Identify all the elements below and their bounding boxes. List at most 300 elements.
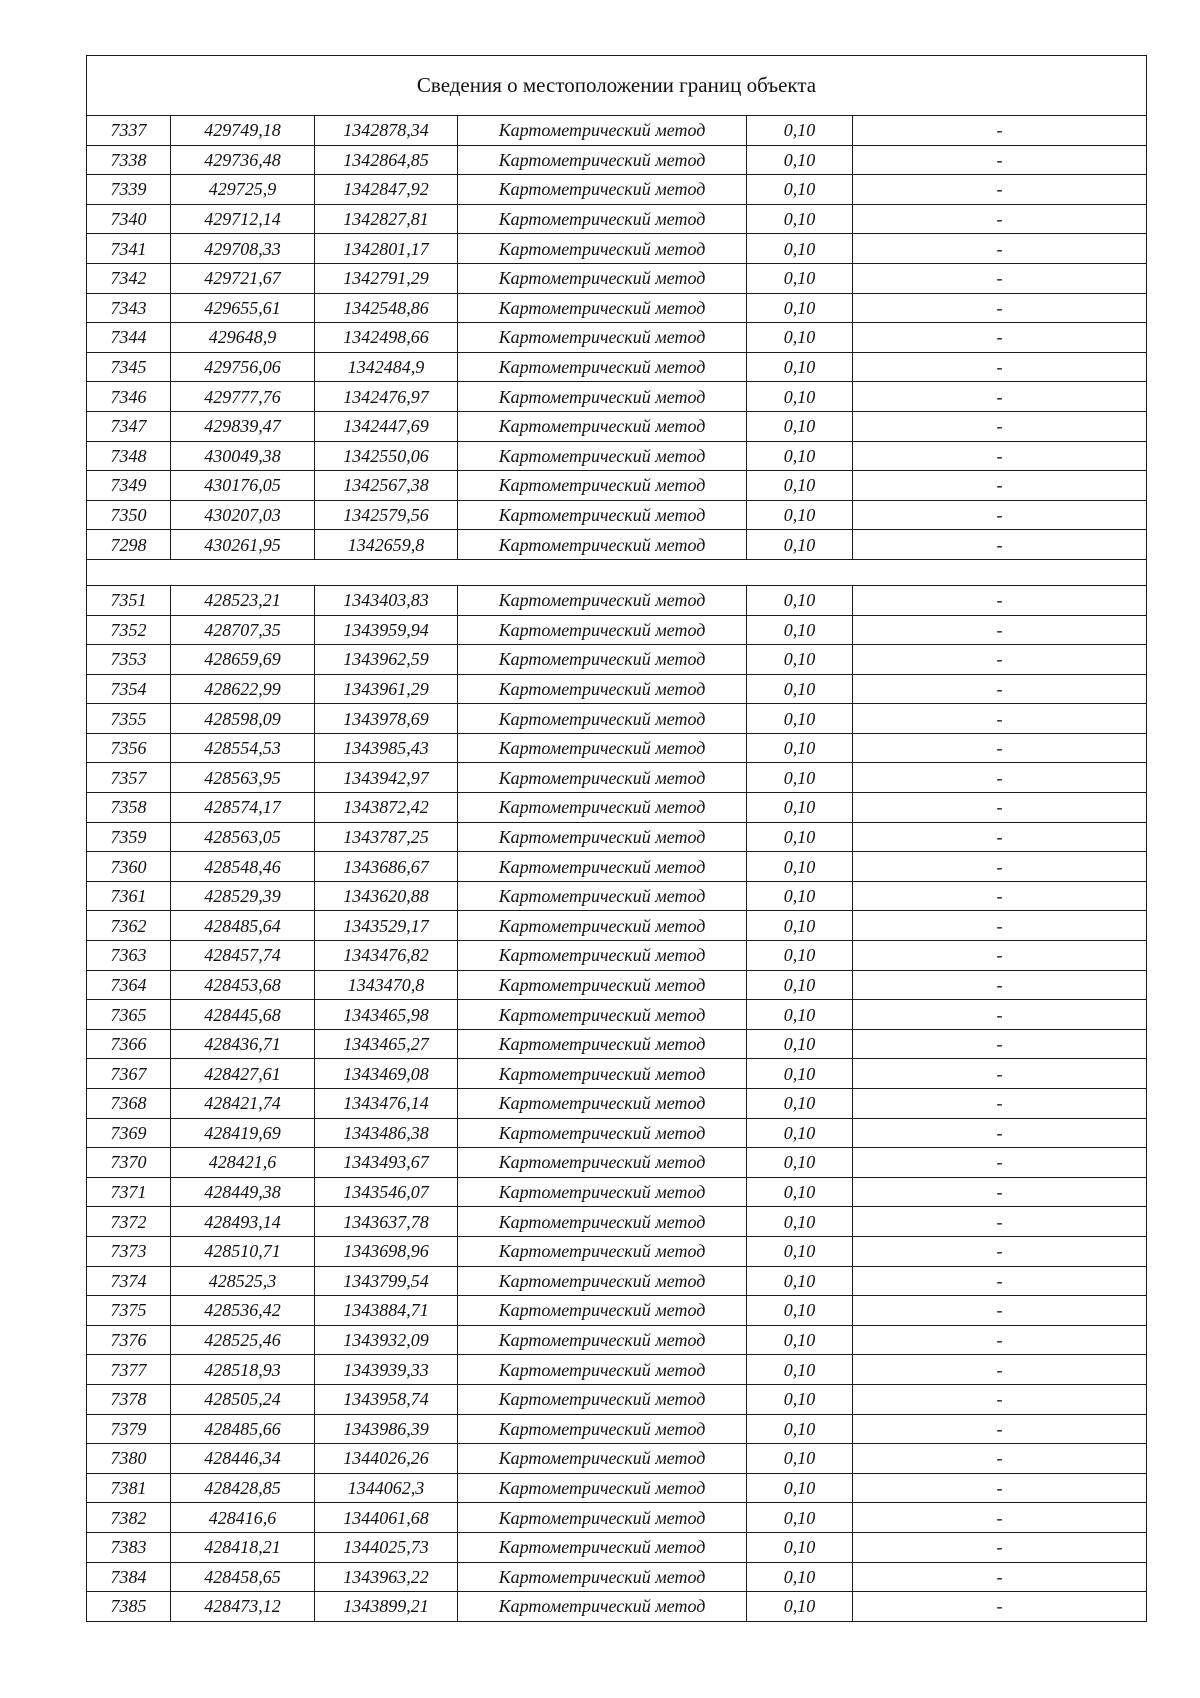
method-cell: Картометрический метод (458, 1089, 747, 1119)
table-row (87, 1473, 1147, 1503)
method-cell: Картометрический метод (458, 323, 747, 353)
coord-x-cell: 428518,93 (171, 1355, 315, 1385)
accuracy-cell: 0,10 (747, 234, 853, 264)
table-row (87, 441, 1147, 471)
accuracy-cell: 0,10 (747, 382, 853, 412)
coord-x-cell: 428707,35 (171, 615, 315, 645)
method-cell: Картометрический метод (458, 145, 747, 175)
method-cell: Картометрический метод (458, 1000, 747, 1030)
point-number-cell: 7372 (87, 1207, 171, 1237)
coord-x-cell: 428554,53 (171, 733, 315, 763)
description-cell: - (853, 1532, 1147, 1562)
table-row (87, 116, 1147, 146)
description-cell: - (853, 1355, 1147, 1385)
description-cell: - (853, 1384, 1147, 1414)
coord-x-cell: 428598,09 (171, 704, 315, 734)
description-cell: - (853, 471, 1147, 501)
point-number-cell: 7342 (87, 263, 171, 293)
description-cell: - (853, 175, 1147, 205)
accuracy-cell: 0,10 (747, 1384, 853, 1414)
accuracy-cell: 0,10 (747, 411, 853, 441)
coord-y-cell: 1342579,56 (315, 500, 458, 530)
point-number-cell: 7364 (87, 970, 171, 1000)
accuracy-cell: 0,10 (747, 763, 853, 793)
coord-x-cell: 428445,68 (171, 1000, 315, 1030)
description-cell: - (853, 1444, 1147, 1474)
method-cell: Картометрический метод (458, 1029, 747, 1059)
point-number-cell: 7355 (87, 704, 171, 734)
boundary-coordinates-table (86, 55, 1147, 1622)
table-row (87, 852, 1147, 882)
method-cell: Картометрический метод (458, 674, 747, 704)
point-number-cell: 7340 (87, 204, 171, 234)
method-cell: Картометрический метод (458, 500, 747, 530)
coord-x-cell: 428473,12 (171, 1592, 315, 1622)
accuracy-cell: 0,10 (747, 1266, 853, 1296)
accuracy-cell: 0,10 (747, 1059, 853, 1089)
accuracy-cell: 0,10 (747, 911, 853, 941)
description-cell: - (853, 1325, 1147, 1355)
coord-y-cell: 1343529,17 (315, 911, 458, 941)
coord-y-cell: 1342801,17 (315, 234, 458, 264)
point-number-cell: 7344 (87, 323, 171, 353)
coord-x-cell: 428458,65 (171, 1562, 315, 1592)
description-cell: - (853, 645, 1147, 675)
coord-x-cell: 428485,64 (171, 911, 315, 941)
accuracy-cell: 0,10 (747, 441, 853, 471)
coord-y-cell: 1343939,33 (315, 1355, 458, 1385)
coord-y-cell: 1343470,8 (315, 970, 458, 1000)
method-cell: Картометрический метод (458, 441, 747, 471)
table-row (87, 970, 1147, 1000)
accuracy-cell: 0,10 (747, 263, 853, 293)
coord-y-cell: 1343959,94 (315, 615, 458, 645)
point-number-cell: 7346 (87, 382, 171, 412)
method-cell: Картометрический метод (458, 116, 747, 146)
table-row (87, 175, 1147, 205)
method-cell: Картометрический метод (458, 970, 747, 1000)
coord-x-cell: 428525,46 (171, 1325, 315, 1355)
table-row (87, 1000, 1147, 1030)
accuracy-cell: 0,10 (747, 1296, 853, 1326)
accuracy-cell: 0,10 (747, 585, 853, 615)
point-number-cell: 7338 (87, 145, 171, 175)
coord-x-cell: 428457,74 (171, 941, 315, 971)
coord-x-cell: 428622,99 (171, 674, 315, 704)
accuracy-cell: 0,10 (747, 645, 853, 675)
method-cell: Картометрический метод (458, 1532, 747, 1562)
method-cell: Картометрический метод (458, 1177, 747, 1207)
method-cell: Картометрический метод (458, 615, 747, 645)
method-cell: Картометрический метод (458, 1059, 747, 1089)
accuracy-cell: 0,10 (747, 293, 853, 323)
coord-y-cell: 1343986,39 (315, 1414, 458, 1444)
table-row (87, 881, 1147, 911)
method-cell: Картометрический метод (458, 352, 747, 382)
coord-y-cell: 1342498,66 (315, 323, 458, 353)
table-row (87, 1355, 1147, 1385)
table-row (87, 704, 1147, 734)
description-cell: - (853, 585, 1147, 615)
method-cell: Картометрический метод (458, 1325, 747, 1355)
table-row (87, 645, 1147, 675)
point-number-cell: 7382 (87, 1503, 171, 1533)
accuracy-cell: 0,10 (747, 500, 853, 530)
accuracy-cell: 0,10 (747, 1414, 853, 1444)
point-number-cell: 7380 (87, 1444, 171, 1474)
table-row (87, 1444, 1147, 1474)
table-row (87, 1089, 1147, 1119)
method-cell: Картометрический метод (458, 1473, 747, 1503)
table-row (87, 471, 1147, 501)
coord-y-cell: 1342550,06 (315, 441, 458, 471)
method-cell: Картометрический метод (458, 234, 747, 264)
description-cell: - (853, 763, 1147, 793)
description-cell: - (853, 1562, 1147, 1592)
method-cell: Картометрический метод (458, 1266, 747, 1296)
point-number-cell: 7347 (87, 411, 171, 441)
accuracy-cell: 0,10 (747, 1029, 853, 1059)
method-cell: Картометрический метод (458, 411, 747, 441)
coord-y-cell: 1343620,88 (315, 881, 458, 911)
description-cell: - (853, 674, 1147, 704)
point-number-cell: 7379 (87, 1414, 171, 1444)
point-number-cell: 7371 (87, 1177, 171, 1207)
method-cell: Картометрический метод (458, 530, 747, 560)
coord-y-cell: 1342878,34 (315, 116, 458, 146)
description-cell: - (853, 1148, 1147, 1178)
coord-y-cell: 1343469,08 (315, 1059, 458, 1089)
point-number-cell: 7354 (87, 674, 171, 704)
coord-y-cell: 1343403,83 (315, 585, 458, 615)
coord-y-cell: 1344062,3 (315, 1473, 458, 1503)
coord-x-cell: 428563,05 (171, 822, 315, 852)
point-number-cell: 7341 (87, 234, 171, 264)
accuracy-cell: 0,10 (747, 116, 853, 146)
coord-y-cell: 1342484,9 (315, 352, 458, 382)
coord-y-cell: 1342567,38 (315, 471, 458, 501)
point-number-cell: 7362 (87, 911, 171, 941)
coord-y-cell: 1343872,42 (315, 793, 458, 823)
method-cell: Картометрический метод (458, 471, 747, 501)
description-cell: - (853, 352, 1147, 382)
coord-x-cell: 428418,21 (171, 1532, 315, 1562)
table-row (87, 1207, 1147, 1237)
point-number-cell: 7374 (87, 1266, 171, 1296)
accuracy-cell: 0,10 (747, 204, 853, 234)
table-row (87, 204, 1147, 234)
table-row (87, 382, 1147, 412)
description-cell: - (853, 941, 1147, 971)
method-cell: Картометрический метод (458, 911, 747, 941)
accuracy-cell: 0,10 (747, 1177, 853, 1207)
accuracy-cell: 0,10 (747, 1000, 853, 1030)
coord-y-cell: 1343465,98 (315, 1000, 458, 1030)
table-row (87, 1236, 1147, 1266)
table-title: Сведения о местоположении границ объекта (87, 56, 1147, 116)
point-number-cell: 7357 (87, 763, 171, 793)
table-row (87, 1532, 1147, 1562)
accuracy-cell: 0,10 (747, 471, 853, 501)
coord-y-cell: 1343465,27 (315, 1029, 458, 1059)
coord-x-cell: 430261,95 (171, 530, 315, 560)
point-number-cell: 7337 (87, 116, 171, 146)
method-cell: Картометрический метод (458, 645, 747, 675)
point-number-cell: 7366 (87, 1029, 171, 1059)
accuracy-cell: 0,10 (747, 674, 853, 704)
coord-y-cell: 1343493,67 (315, 1148, 458, 1178)
coord-y-cell: 1343476,14 (315, 1089, 458, 1119)
method-cell: Картометрический метод (458, 1296, 747, 1326)
coord-x-cell: 428428,85 (171, 1473, 315, 1503)
accuracy-cell: 0,10 (747, 1355, 853, 1385)
coord-x-cell: 429749,18 (171, 116, 315, 146)
table-row (87, 411, 1147, 441)
coord-x-cell: 428446,34 (171, 1444, 315, 1474)
coord-x-cell: 428416,6 (171, 1503, 315, 1533)
table-row (87, 1118, 1147, 1148)
coord-x-cell: 429648,9 (171, 323, 315, 353)
method-cell: Картометрический метод (458, 1118, 747, 1148)
coord-x-cell: 429725,9 (171, 175, 315, 205)
point-number-cell: 7375 (87, 1296, 171, 1326)
coord-x-cell: 430207,03 (171, 500, 315, 530)
table-row (87, 911, 1147, 941)
group-separator-row (87, 559, 1147, 585)
point-number-cell: 7360 (87, 852, 171, 882)
coord-x-cell: 429721,67 (171, 263, 315, 293)
coord-y-cell: 1343958,74 (315, 1384, 458, 1414)
point-number-cell: 7378 (87, 1384, 171, 1414)
point-number-cell: 7356 (87, 733, 171, 763)
point-number-cell: 7370 (87, 1148, 171, 1178)
point-number-cell: 7367 (87, 1059, 171, 1089)
method-cell: Картометрический метод (458, 585, 747, 615)
coord-x-cell: 428436,71 (171, 1029, 315, 1059)
accuracy-cell: 0,10 (747, 1532, 853, 1562)
description-cell: - (853, 1207, 1147, 1237)
description-cell: - (853, 733, 1147, 763)
description-cell: - (853, 1414, 1147, 1444)
description-cell: - (853, 382, 1147, 412)
accuracy-cell: 0,10 (747, 1473, 853, 1503)
accuracy-cell: 0,10 (747, 852, 853, 882)
coord-y-cell: 1343899,21 (315, 1592, 458, 1622)
coord-x-cell: 428505,24 (171, 1384, 315, 1414)
description-cell: - (853, 881, 1147, 911)
accuracy-cell: 0,10 (747, 970, 853, 1000)
method-cell: Картометрический метод (458, 822, 747, 852)
accuracy-cell: 0,10 (747, 733, 853, 763)
point-number-cell: 7351 (87, 585, 171, 615)
accuracy-cell: 0,10 (747, 1444, 853, 1474)
coord-x-cell: 428529,39 (171, 881, 315, 911)
coord-y-cell: 1344061,68 (315, 1503, 458, 1533)
description-cell: - (853, 704, 1147, 734)
table-row (87, 733, 1147, 763)
coord-y-cell: 1343961,29 (315, 674, 458, 704)
description-cell: - (853, 822, 1147, 852)
method-cell: Картометрический метод (458, 175, 747, 205)
table-row (87, 323, 1147, 353)
description-cell: - (853, 1177, 1147, 1207)
coord-y-cell: 1343546,07 (315, 1177, 458, 1207)
description-cell: - (853, 1296, 1147, 1326)
point-number-cell: 7377 (87, 1355, 171, 1385)
coord-x-cell: 428493,14 (171, 1207, 315, 1237)
accuracy-cell: 0,10 (747, 323, 853, 353)
description-cell: - (853, 970, 1147, 1000)
coord-y-cell: 1343963,22 (315, 1562, 458, 1592)
coord-x-cell: 428548,46 (171, 852, 315, 882)
coord-y-cell: 1343698,96 (315, 1236, 458, 1266)
coord-x-cell: 428419,69 (171, 1118, 315, 1148)
point-number-cell: 7353 (87, 645, 171, 675)
point-number-cell: 7358 (87, 793, 171, 823)
method-cell: Картометрический метод (458, 763, 747, 793)
description-cell: - (853, 1592, 1147, 1622)
method-cell: Картометрический метод (458, 1562, 747, 1592)
description-cell: - (853, 145, 1147, 175)
point-number-cell: 7343 (87, 293, 171, 323)
coord-x-cell: 428449,38 (171, 1177, 315, 1207)
point-number-cell: 7361 (87, 881, 171, 911)
table-title-row (87, 56, 1147, 116)
method-cell: Картометрический метод (458, 733, 747, 763)
method-cell: Картометрический метод (458, 1444, 747, 1474)
coord-x-cell: 429655,61 (171, 293, 315, 323)
table-row (87, 1296, 1147, 1326)
accuracy-cell: 0,10 (747, 1148, 853, 1178)
description-cell: - (853, 1473, 1147, 1503)
description-cell: - (853, 293, 1147, 323)
coord-x-cell: 429756,06 (171, 352, 315, 382)
table-row (87, 1029, 1147, 1059)
table-row (87, 615, 1147, 645)
table-row (87, 530, 1147, 560)
method-cell: Картометрический метод (458, 263, 747, 293)
coord-y-cell: 1342827,81 (315, 204, 458, 234)
point-number-cell: 7376 (87, 1325, 171, 1355)
coord-y-cell: 1343942,97 (315, 763, 458, 793)
table-row (87, 585, 1147, 615)
table-row (87, 1325, 1147, 1355)
description-cell: - (853, 234, 1147, 264)
accuracy-cell: 0,10 (747, 1592, 853, 1622)
table-row (87, 263, 1147, 293)
description-cell: - (853, 911, 1147, 941)
description-cell: - (853, 793, 1147, 823)
description-cell: - (853, 1000, 1147, 1030)
coord-x-cell: 428427,61 (171, 1059, 315, 1089)
description-cell: - (853, 116, 1147, 146)
description-cell: - (853, 1236, 1147, 1266)
table-row (87, 352, 1147, 382)
method-cell: Картометрический метод (458, 704, 747, 734)
accuracy-cell: 0,10 (747, 881, 853, 911)
accuracy-cell: 0,10 (747, 1207, 853, 1237)
method-cell: Картометрический метод (458, 852, 747, 882)
method-cell: Картометрический метод (458, 382, 747, 412)
point-number-cell: 7298 (87, 530, 171, 560)
accuracy-cell: 0,10 (747, 145, 853, 175)
coord-x-cell: 428536,42 (171, 1296, 315, 1326)
point-number-cell: 7384 (87, 1562, 171, 1592)
coord-y-cell: 1343932,09 (315, 1325, 458, 1355)
table-row (87, 293, 1147, 323)
table-row (87, 1266, 1147, 1296)
accuracy-cell: 0,10 (747, 175, 853, 205)
coord-y-cell: 1342847,92 (315, 175, 458, 205)
coord-y-cell: 1343978,69 (315, 704, 458, 734)
table-row (87, 1592, 1147, 1622)
description-cell: - (853, 1503, 1147, 1533)
description-cell: - (853, 323, 1147, 353)
point-number-cell: 7348 (87, 441, 171, 471)
point-number-cell: 7352 (87, 615, 171, 645)
table-row (87, 234, 1147, 264)
accuracy-cell: 0,10 (747, 1118, 853, 1148)
accuracy-cell: 0,10 (747, 615, 853, 645)
coord-y-cell: 1343962,59 (315, 645, 458, 675)
method-cell: Картометрический метод (458, 1355, 747, 1385)
accuracy-cell: 0,10 (747, 941, 853, 971)
table-row (87, 145, 1147, 175)
coord-x-cell: 429839,47 (171, 411, 315, 441)
method-cell: Картометрический метод (458, 941, 747, 971)
coord-y-cell: 1342447,69 (315, 411, 458, 441)
accuracy-cell: 0,10 (747, 1503, 853, 1533)
table-row (87, 500, 1147, 530)
coord-y-cell: 1344026,26 (315, 1444, 458, 1474)
table-row (87, 1148, 1147, 1178)
accuracy-cell: 0,10 (747, 1089, 853, 1119)
point-number-cell: 7350 (87, 500, 171, 530)
coord-y-cell: 1343787,25 (315, 822, 458, 852)
method-cell: Картометрический метод (458, 1148, 747, 1178)
coord-y-cell: 1342548,86 (315, 293, 458, 323)
accuracy-cell: 0,10 (747, 822, 853, 852)
method-cell: Картометрический метод (458, 793, 747, 823)
coord-x-cell: 430176,05 (171, 471, 315, 501)
coord-y-cell: 1343476,82 (315, 941, 458, 971)
coord-x-cell: 429736,48 (171, 145, 315, 175)
coord-x-cell: 429777,76 (171, 382, 315, 412)
method-cell: Картометрический метод (458, 1207, 747, 1237)
table-row (87, 793, 1147, 823)
point-number-cell: 7369 (87, 1118, 171, 1148)
coord-y-cell: 1342864,85 (315, 145, 458, 175)
method-cell: Картометрический метод (458, 1503, 747, 1533)
coord-y-cell: 1343686,67 (315, 852, 458, 882)
coord-y-cell: 1343637,78 (315, 1207, 458, 1237)
coord-x-cell: 429712,14 (171, 204, 315, 234)
coord-x-cell: 428485,66 (171, 1414, 315, 1444)
coord-x-cell: 428510,71 (171, 1236, 315, 1266)
description-cell: - (853, 852, 1147, 882)
table-row (87, 1503, 1147, 1533)
accuracy-cell: 0,10 (747, 530, 853, 560)
table-row (87, 1177, 1147, 1207)
coord-x-cell: 430049,38 (171, 441, 315, 471)
point-number-cell: 7365 (87, 1000, 171, 1030)
description-cell: - (853, 263, 1147, 293)
method-cell: Картометрический метод (458, 204, 747, 234)
table-row (87, 763, 1147, 793)
point-number-cell: 7349 (87, 471, 171, 501)
description-cell: - (853, 1089, 1147, 1119)
description-cell: - (853, 615, 1147, 645)
